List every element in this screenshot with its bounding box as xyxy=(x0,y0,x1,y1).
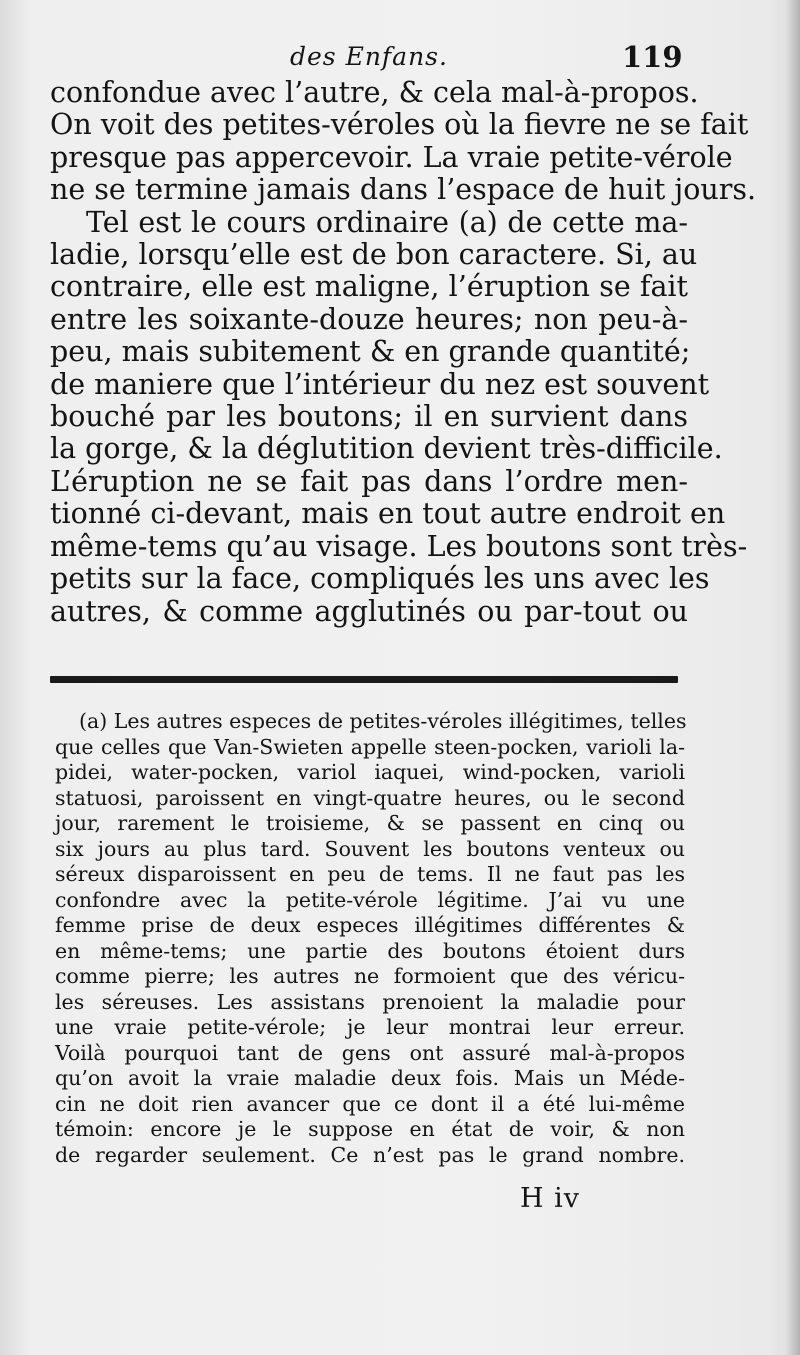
main-text-line: On voit des petites-véroles où la fievre ne se fait xyxy=(50,108,749,142)
main-text-line: confondue avec l’autre, & cela mal-à-propos. xyxy=(50,76,699,109)
page-edge-shadow xyxy=(786,0,800,1355)
main-text xyxy=(50,76,757,628)
main-text-line: tionné ci-devant, mais en tout autre endroit en xyxy=(50,497,726,531)
footnote-line: jour, rarement le troisieme, & se passent en cinq ou xyxy=(55,811,685,835)
main-text-line: contraire, elle est maligne, l’éruption se fait xyxy=(50,270,688,304)
signature-mark: H iv xyxy=(520,1183,581,1214)
footnote-line: comme pierre; les autres ne formoient que des véricu- xyxy=(55,964,685,988)
running-head xyxy=(0,40,800,80)
footnote-line: qu’on avoit la vraie maladie deux fois. Mais un Méde- xyxy=(55,1066,685,1090)
footnote-line: que celles que Van-Swieten appelle steen-pocken, varioli la- xyxy=(55,734,685,759)
main-text-line: entre les soixante-douze heures; non peu-à- xyxy=(50,302,688,336)
footnote-line: cin ne doit rien avancer que ce dont il a été lui-même xyxy=(55,1091,685,1116)
footnote-line: de regarder seulement. Ce n’est pas le grand nombre. xyxy=(55,1142,685,1167)
main-text-line: Tel est le cours ordinaire (a) de cette ma- xyxy=(86,205,688,239)
main-text-line: L’éruption ne se fait pas dans l’ordre men- xyxy=(50,464,688,498)
footnote-line: les séreuses. Les assistans prenoient la maladie pour xyxy=(55,989,685,1014)
footnote-line xyxy=(55,709,685,735)
page-number: 119 xyxy=(622,40,683,74)
footnote-line: statuosi, paroissent en vingt-quatre heures, ou le second xyxy=(55,785,685,810)
main-text-line: même-tems qu’au visage. Les boutons sont très- xyxy=(50,529,748,563)
footnote-line: séreux disparoissent en peu de tems. Il ne faut pas les xyxy=(55,862,685,886)
main-text-line: ne se termine jamais dans l’espace de huit jours. xyxy=(50,173,757,207)
main-text-line: de maniere que l’intérieur du nez est souvent xyxy=(50,367,710,401)
footnote xyxy=(55,709,685,1168)
footnote-line: une vraie petite-vérole; je leur montrai leur erreur. xyxy=(55,1015,685,1039)
main-text-line: ladie, lorsqu’elle est de bon caractere. Si, au xyxy=(50,238,698,272)
main-text-line: peu, mais subitement & en grande quantité; xyxy=(50,335,691,369)
main-text-line: presque pas appercevoir. La vraie petite-vérole xyxy=(50,140,733,174)
main-text-line: la gorge, & la déglutition devient très-difficile. xyxy=(50,432,723,466)
footnote-line: en même-tems; une partie des boutons étoient durs xyxy=(55,938,685,963)
main-text-line: petits sur la face, compliqués les uns avec les xyxy=(50,562,710,596)
footnote-line: Voilà pourquoi tant de gens ont assuré mal-à-propos xyxy=(55,1040,685,1065)
footnote-line: six jours au plus tard. Souvent les boutons venteux ou xyxy=(55,836,685,861)
footnote-line: confondre avec la petite-vérole légitime. J’ai vu une xyxy=(55,887,685,912)
running-head-title: des Enfans. xyxy=(290,42,448,71)
footnote-line: femme prise de deux especes illégitimes différentes & xyxy=(55,913,685,937)
footnote-line: témoin: encore je le suppose en état de voir, & non xyxy=(55,1117,685,1141)
main-text-line: bouché par les boutons; il en survient dans xyxy=(50,400,688,434)
footnote-marker: (a) xyxy=(79,709,108,733)
footnote-line-text: Les autres especes de petites-véroles illégitimes, telles xyxy=(113,709,687,733)
footnote-separator-rule xyxy=(50,676,678,683)
main-text-line: autres, & comme agglutinés ou par-tout ou xyxy=(50,594,688,628)
footnote-line: pidei, water-pocken, variol iaquei, wind-pocken, varioli xyxy=(55,760,685,784)
